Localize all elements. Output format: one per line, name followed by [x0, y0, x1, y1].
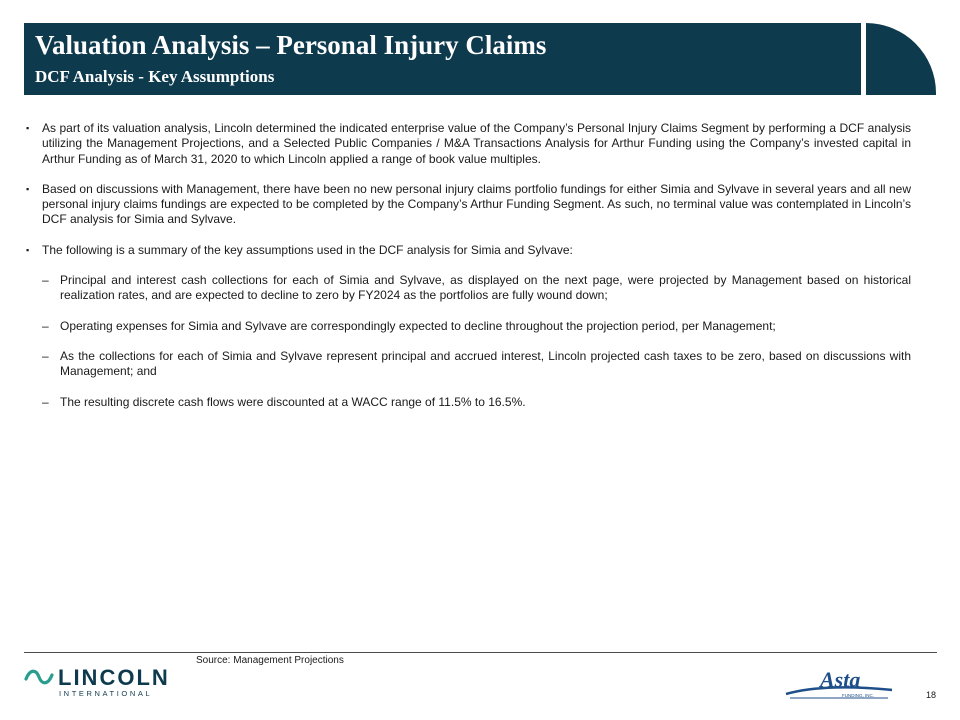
- bullet-item: [24, 182, 911, 228]
- lincoln-wave-icon: [24, 669, 54, 685]
- corner-decoration: [866, 23, 936, 95]
- asta-logo-name: Asta: [820, 667, 861, 692]
- sub-bullet-item: [24, 273, 911, 304]
- lincoln-logo-name: LINCOLN: [58, 665, 170, 690]
- bullet-item: [24, 121, 911, 167]
- bullet-text: The following is a summary of the key assumptions used in the DCF analysis for Simia and Sylvave:: [42, 242, 573, 257]
- bullet-text: Based on discussions with Management, there have been no new personal injury claims portfolio fundings for either Simia and Sylvave in several years and all new personal injury claims fundings are expected to be completed by the Company’s Arthur Funding Segment. As such, no terminal value was contemplated in Lincoln’s DCF analysis for Simia and Sylvave.: [42, 181, 911, 227]
- sub-bullet-text: Principal and interest cash collections for each of Simia and Sylvave, as displayed on the next page, were projected by Management based on historical realization rates, and are expected to decline to zero by FY2024 as the portfolios are fully wound down;: [60, 273, 911, 303]
- bullet-marker: ▪: [26, 244, 30, 255]
- source-note: Source: Management Projections: [196, 655, 344, 666]
- asta-logo: [784, 660, 894, 704]
- sub-bullet-item: [24, 319, 911, 334]
- sub-bullet-text: The resulting discrete cash flows were discounted at a WACC range of 11.5% to 16.5%.: [60, 394, 526, 409]
- dash-marker: –: [42, 348, 49, 363]
- body-content: [24, 121, 911, 425]
- sub-bullet-item: [24, 349, 911, 380]
- bullet-item: [24, 243, 911, 258]
- dash-marker: –: [42, 273, 49, 288]
- bullet-marker: ▪: [26, 183, 30, 194]
- page-subtitle: DCF Analysis - Key Assumptions: [35, 67, 275, 86]
- title-banner: [24, 23, 861, 95]
- footer-divider: [24, 652, 937, 653]
- asta-logo-subtitle: FUNDING, INC.: [842, 693, 874, 698]
- bullet-marker: ▪: [26, 123, 30, 133]
- sub-bullet-text: As the collections for each of Simia and Sylvave represent principal and accrued interest, Lincoln projected cash taxes to be zero, based on discussions with Management; and: [60, 348, 911, 379]
- dash-marker: –: [42, 394, 49, 409]
- lincoln-logo-subtitle: INTERNATIONAL: [59, 689, 153, 698]
- page-title: Valuation Analysis – Personal Injury Claims: [35, 30, 547, 60]
- page-number: 18: [926, 690, 937, 700]
- bullet-text: As part of its valuation analysis, Lincoln determined the indicated enterprise value of the Company’s Personal Injury Claims Segment by performing a DCF analysis utilizing the Management Projections, and a Selected Public Companies / M&A Transactions Analysis for Arthur Funding using the Company’s invested capital in Arthur Funding as of March 31, 2020 to which Lincoln applied a range of book value multiples.: [42, 121, 911, 166]
- sub-bullet-item: [24, 395, 911, 410]
- dash-marker: –: [42, 318, 49, 333]
- sub-bullet-text: Operating expenses for Simia and Sylvave are correspondingly expected to decline throughout the projection period, per Management;: [60, 318, 776, 333]
